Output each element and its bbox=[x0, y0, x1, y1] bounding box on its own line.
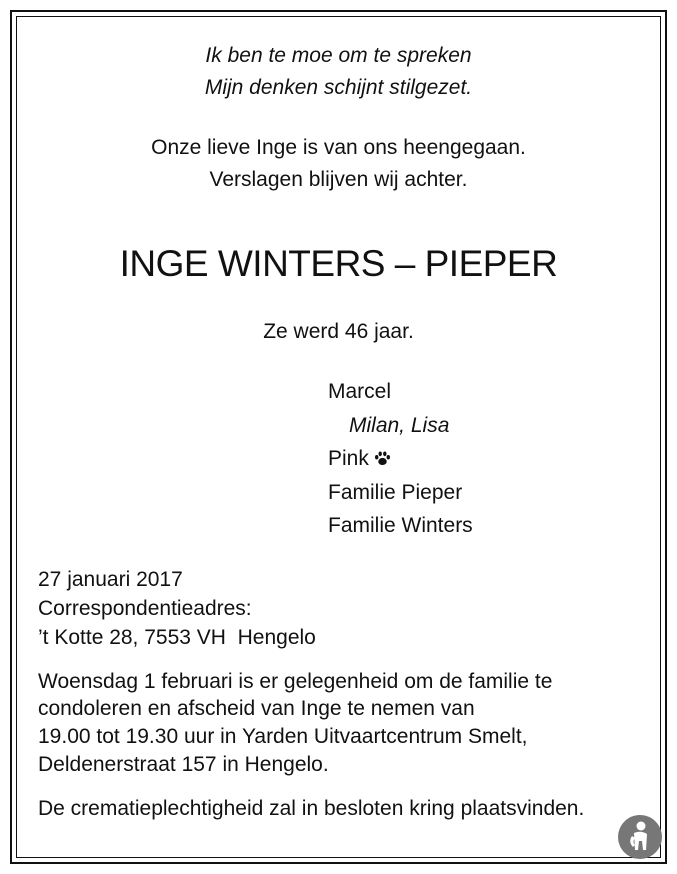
family-pieper: Familie Pieper bbox=[328, 481, 463, 504]
intro-line-2: Verslagen blijven wij achter. bbox=[209, 168, 468, 191]
family-children: Milan, Lisa bbox=[349, 414, 450, 437]
visitation-line-3: 19.00 tot 19.30 uur in Yarden Uitvaartcentrum Smelt, bbox=[38, 725, 528, 748]
address-label: Correspondentieadres: bbox=[38, 597, 252, 620]
poem-line-2: Mijn denken schijnt stilgezet. bbox=[204, 76, 473, 99]
paw-icon bbox=[374, 450, 391, 471]
family-partner: Marcel bbox=[328, 380, 392, 403]
age-line: Ze werd 46 jaar. bbox=[263, 320, 414, 343]
correspondence-address: ’t Kotte 28, 7553 VH Hengelo bbox=[38, 626, 316, 649]
intro-line-1: Onze lieve Inge is van ons heengegaan. bbox=[151, 136, 526, 159]
announcement-date: 27 januari 2017 bbox=[38, 568, 183, 591]
family-pet-label: Pink bbox=[328, 447, 369, 470]
poem-line-1: Ik ben te moe om te spreken bbox=[205, 44, 472, 67]
cremation-notice: De crematieplechtigheid zal in besloten kring plaatsvinden. bbox=[38, 797, 585, 820]
family-pet bbox=[328, 448, 391, 471]
memorial-figure-icon bbox=[617, 814, 663, 860]
visitation-line-1: Woensdag 1 februari is er gelegenheid om de familie te bbox=[38, 670, 553, 693]
visitation-line-2: condoleren en afscheid van Inge te nemen van bbox=[38, 697, 475, 720]
family-winters: Familie Winters bbox=[328, 514, 473, 537]
deceased-name: INGE WINTERS – PIEPER bbox=[119, 243, 558, 284]
visitation-line-4: Deldenerstraat 157 in Hengelo. bbox=[38, 753, 329, 776]
